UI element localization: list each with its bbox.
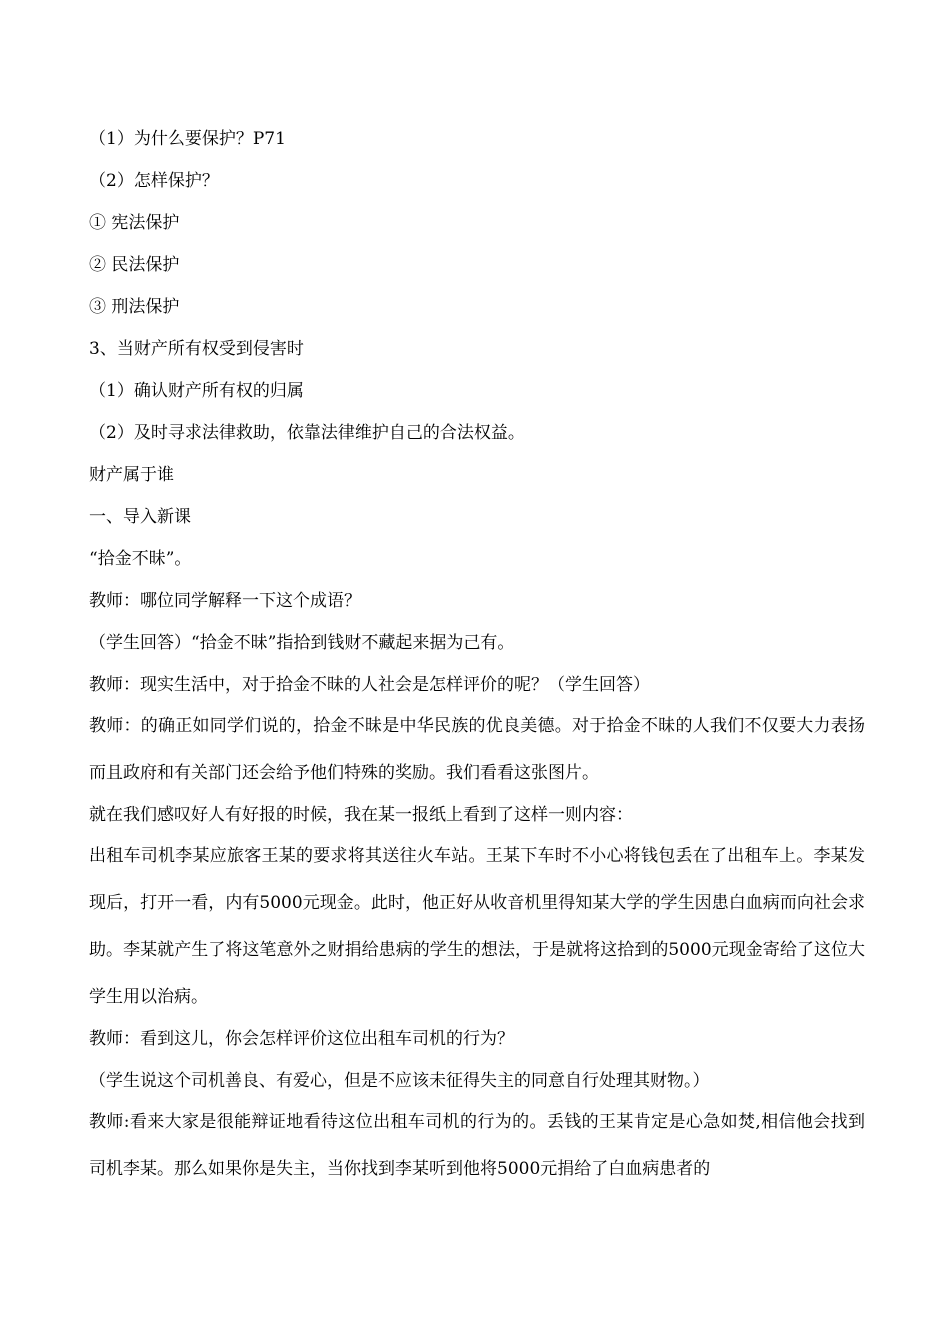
subheading-how-protect: （2）怎样保护？: [89, 171, 219, 191]
section-heading-infringement: 3、当财产所有权受到侵害时: [89, 339, 304, 359]
teacher-question-society: 教师：现实生活中，对于拾金不昧的人社会是怎样评价的呢？（学生回答）: [89, 675, 650, 695]
newspaper-intro-line: 就在我们感叹好人有好报的时候，我在某一报纸上看到了这样一则内容：: [89, 805, 633, 825]
list-item-constitution: ① 宪法保护: [89, 213, 180, 233]
lesson-title: 财产属于谁: [89, 465, 174, 485]
document-body: [89, 118, 865, 1190]
teacher-paragraph-loser: 教师:看来大家是很能辩证地看待这位出租车司机的行为的。丢钱的王某肯定是心急如焚,相信他会找到司机李某。那么如果你是失主，当你找到李某听到他将5000元捐给了白血病患者的: [89, 1112, 865, 1179]
idiom-line: “拾金不昧”。: [89, 549, 192, 569]
subheading-why-protect: （1）为什么要保护？P71: [89, 129, 286, 149]
student-answer-idiom: （学生回答）“拾金不昧”指拾到钱财不藏起来据为己有。: [89, 633, 515, 653]
subheading-seek-legal-help: （2）及时寻求法律救助，依靠法律维护自己的合法权益。: [89, 423, 525, 443]
teacher-paragraph-praise: 教师：的确正如同学们说的，拾金不昧是中华民族的优良美德。对于拾金不昧的人我们不仅要大力表扬而且政府和有关部门还会给予他们特殊的奖励。我们看看这张图片。: [89, 716, 865, 783]
story-paragraph: 出租车司机李某应旅客王某的要求将其送往火车站。王某下车时不小心将钱包丢在了出租车上。李某发现后，打开一看，内有5000元现金。此时，他正好从收音机里得知某大学的学生因患白血病而向社会求助。李某就产生了将这笔意外之财捐给患病的学生的想法，于是就将这拾到的5000元现金寄给了这位大学生用以治病。: [89, 846, 865, 1007]
section-heading-intro: 一、导入新课: [89, 507, 191, 527]
subheading-confirm-ownership: （1）确认财产所有权的归属: [89, 381, 304, 401]
teacher-question-idiom: 教师：哪位同学解释一下这个成语？: [89, 591, 361, 611]
list-item-civil-law: ② 民法保护: [89, 255, 180, 275]
student-answer-driver: （学生说这个司机善良、有爱心，但是不应该未征得失主的同意自行处理其财物。）: [89, 1071, 710, 1091]
list-item-criminal-law: ③ 刑法保护: [89, 297, 180, 317]
teacher-question-driver: 教师：看到这儿，你会怎样评价这位出租车司机的行为？: [89, 1029, 514, 1049]
